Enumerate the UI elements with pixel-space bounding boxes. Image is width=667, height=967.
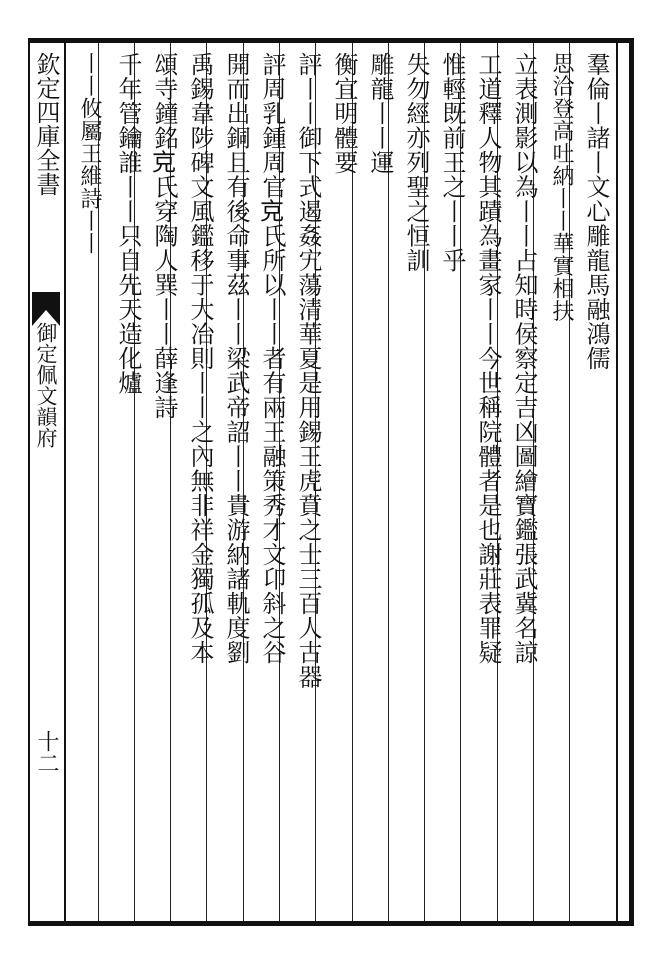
margin-column: [30, 52, 62, 912]
text-column: 禹錫韋陟碑文風鑑移于大冶則丨丨之內無非祥金獨孤及本: [186, 52, 214, 665]
text-column: 雕龍丨丨運: [366, 52, 394, 175]
text-column: 羣倫丨諸丨文心雕龍馬融鴻儒: [582, 52, 610, 371]
text-column: 評周乳鍾周官𠑽氏所以丨丨者有兩王融策秀才文卬斜之谷: [258, 52, 286, 665]
book-subtitle: 御定佩文韻府: [34, 322, 58, 448]
text-column: 衡宜明體要: [330, 52, 358, 175]
text-column: 工道釋人物其蹟為畫家丨丨今世稱院體者是也謝莊表罪疑: [474, 52, 502, 665]
frame-inner-rule: [616, 43, 618, 921]
text-column: 失勿經亦列聖之恒訓: [402, 52, 430, 273]
text-column: 思洽登高吐納丨丨華實相扶: [549, 52, 574, 322]
margin-rule: [64, 43, 66, 921]
text-column: 立表測影以為丨丨占知時侯察定吉凶圖繪寶鑑張武冀名諒: [510, 52, 538, 665]
text-column: 千年管鑰誰丨丨只自先天造化爐: [114, 52, 142, 395]
text-column: 頌寺鐘銘𠑽氏穿陶人巽丨丨薛逢詩: [150, 52, 178, 420]
book-title: 欽定四庫全書: [32, 52, 60, 196]
text-column: 開而出銅且有後命事茲丨丨梁武帝詔丨丨貴游納諸軌度劉: [222, 52, 250, 665]
text-column: 丨丨攸屬王維詩丨丨: [77, 52, 102, 255]
text-column: 惟輕既前王之丨丨乎: [438, 52, 466, 273]
page-number: 十二: [34, 730, 59, 774]
text-column: 評丨丨御下式遏姦宄蕩清華夏是用錫王虎賁之士三百人古器: [294, 52, 322, 689]
